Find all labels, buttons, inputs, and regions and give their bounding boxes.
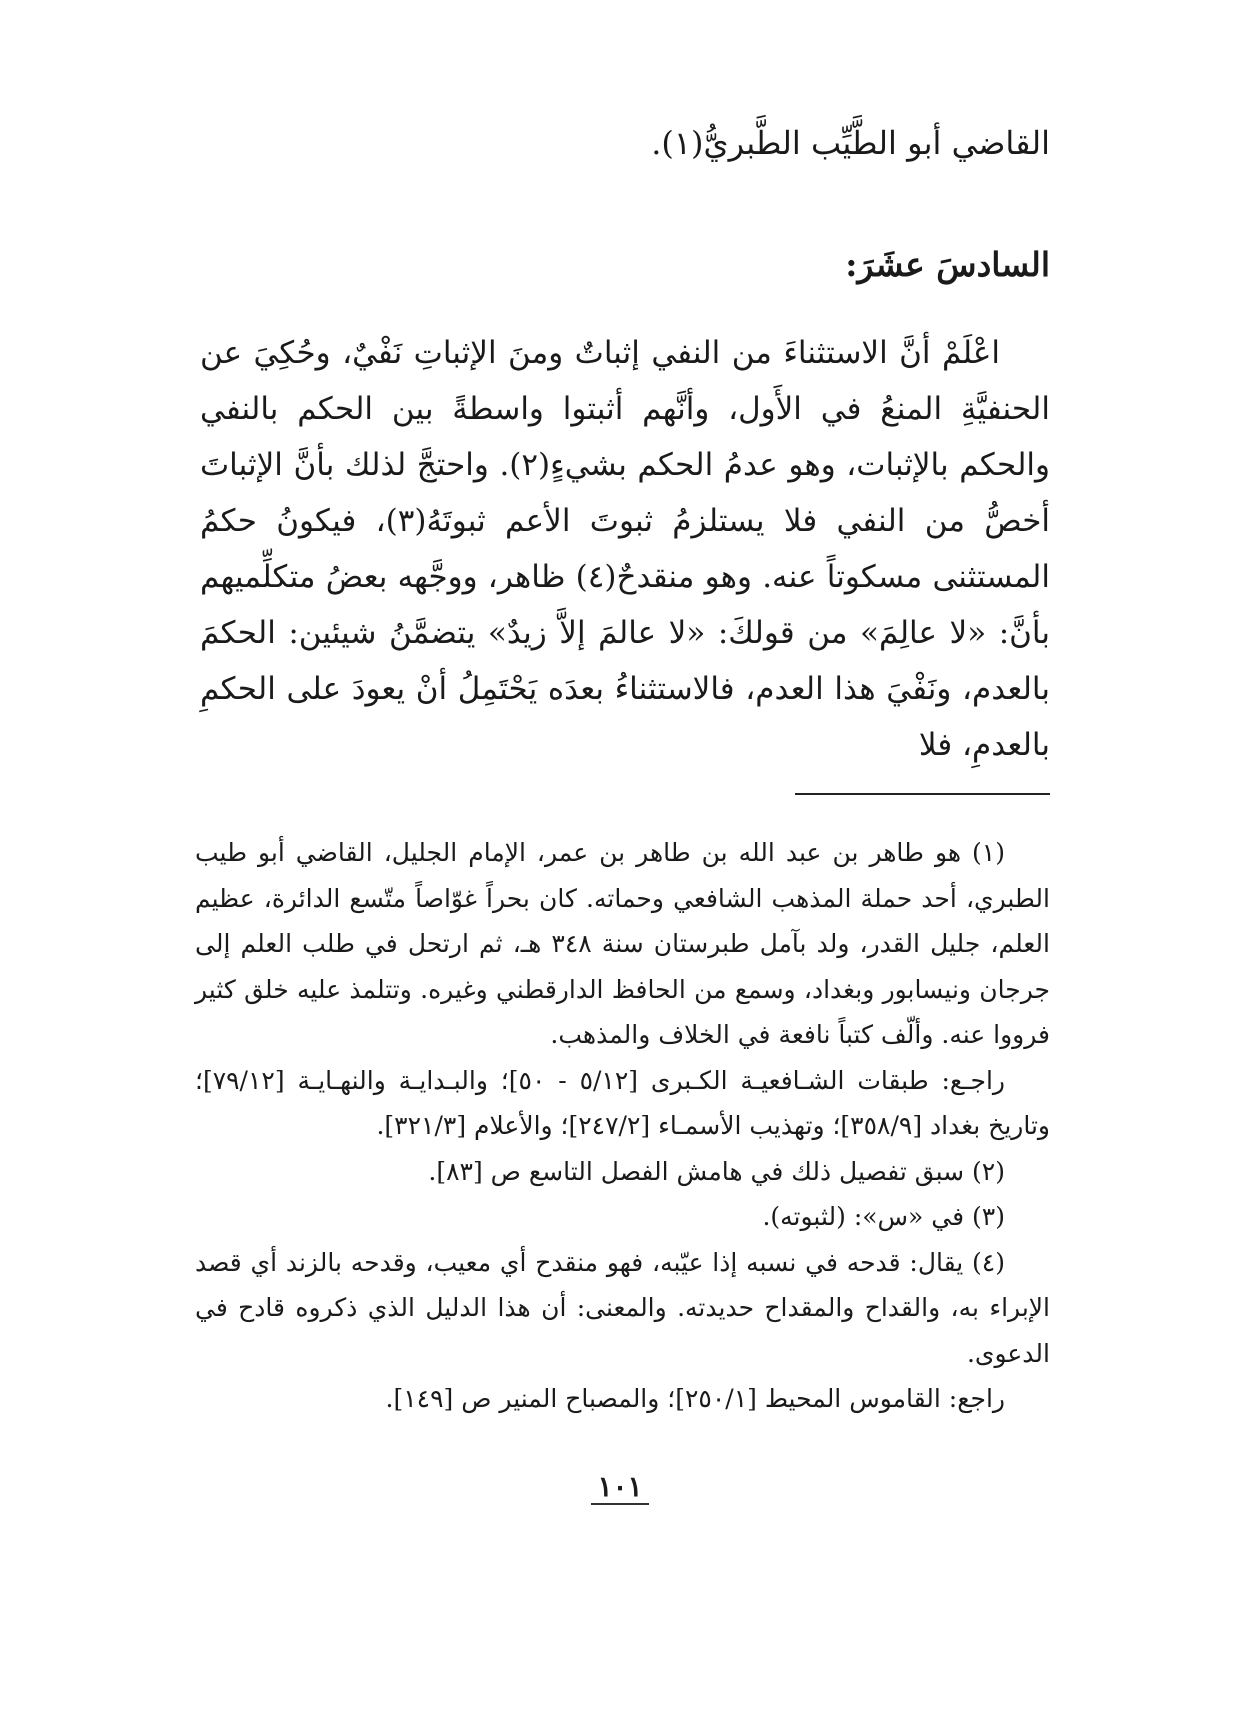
footnotes	[195, 830, 1050, 1422]
main-paragraph	[200, 325, 1050, 773]
footnote-4-references: راجع: القاموس المحيط [٢٥٠/١]؛ والمصباح المنير ص [١٤٩].	[385, 1384, 1005, 1413]
footnote-divider	[795, 793, 1050, 795]
footnote-1-references: راجـع: طبقات الشـافعيـة الكـبرى [٥/١٢ - ٥٠]؛ والبـدايـة والنهـايـة [٧٩/١٢]؛ وتاريخ بغداد [٣٥٨/٩]؛ وتهذيب الأسمـاء [٢٤٧/٢]؛ والأعلام [٣٢١/٣].	[195, 1065, 1050, 1140]
footnote-1: (١) هو طاهر بن عبد الله بن طاهر بن عمر، الإمام الجليل، القاضي أبو طيب الطبري، أحد حملة المذهب الشافعي وحماته. كان بحراً غوّاصاً متّسع الدائرة، عظيم العلم، جليل القدر، ولد بآمل طبرستان سنة ٣٤٨ هـ، ثم ارتحل في طلب العلم إلى جرجان ونيسابور وبغداد، وسمع من الحافظ الدارقطني وغيره. وتتلمذ عليه خلق كثير فرووا عنه. وألّف كتباً نافعة في الخلاف والمذهب.	[195, 838, 1050, 1049]
continuation-line: القاضي أبو الطَّيِّب الطَّبريُّ(١).	[651, 124, 1050, 162]
footnote-2: (٢) سبق تفصيل ذلك في هامش الفصل التاسع ص [٨٣].	[428, 1156, 1005, 1186]
section-heading: السادسَ عشَرَ:	[845, 245, 1050, 284]
footnote-4: (٤) يقال: قدحه في نسبه إذا عيّبه، فهو منقدح أي معيب، وقدحه بالزند أي قصد الإبراء به، والقداح والمقداح حديدته. والمعنى: أن هذا الدليل الذي ذكروه قادح في الدعوى.	[195, 1247, 1050, 1368]
main-paragraph-text: اعْلَمْ أنَّ الاستثناءَ من النفي إثباتٌ ومنَ الإثباتِ نَفْيٌ، وحُكِيَ عن الحنفيَّةِ المنعُ في الأَول، وأنَّهم أثبتوا واسطةً بين الحكم بالنفي والحكم بالإثبات، وهو عدمُ الحكم بشيءٍ(٢). واحتجَّ لذلك بأنَّ الإثباتَ أخصُّ من النفي فلا يستلزمُ ثبوتَ الأعم ثبوتَهُ(٣)، فيكونُ حكمُ المستثنى مسكوتاً عنه. وهو منقدحٌ(٤) ظاهر، ووجَّهه بعضُ متكلِّميهم بأنَّ: «لا عالِمَ» من قولكَ: «لا عالمَ إلاَّ زيدٌ» يتضمَّنُ شيئين: الحكمَ بالعدم، ونَفْيَ هذا العدم، فالاستثناءُ بعدَه يَحْتَمِلُ أنْ يعودَ على الحكمِ بالعدمِ، فلا	[200, 335, 1050, 763]
page-number-text: ١٠١	[591, 1470, 648, 1505]
footnote-3: (٣) في «س»: (لثبوته).	[762, 1202, 1005, 1231]
page-number	[0, 1470, 1240, 1503]
